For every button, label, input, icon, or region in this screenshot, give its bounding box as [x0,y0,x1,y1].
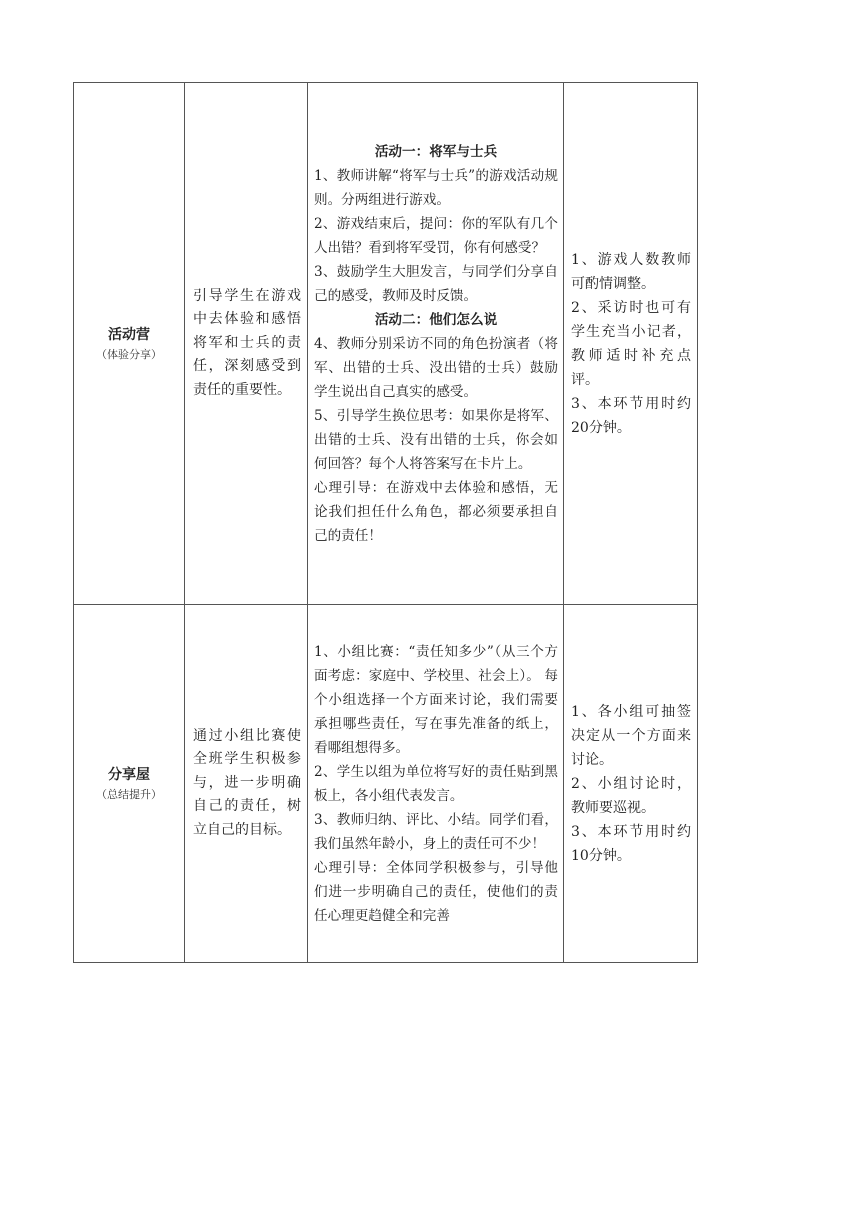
content-item: 3、鼓励学生大胆发言，与同学们分享自己的感受，教师及时反馈。 [314,263,558,304]
note-item: 3、本环节用时约20分钟。 [571,395,691,436]
content-item: 1、教师讲解“将军与士兵”的游戏活动规则。分两组进行游戏。 [314,167,558,208]
note-item: 1、游戏人数教师可酌情调整。 [571,251,691,292]
content-item: 3、教师归纳、评比、小结。同学们看，我们虽然年龄小，身上的责任可不少！ [314,811,558,852]
content-item: 2、学生以组为单位将写好的责任贴到黑板上，各小组代表发言。 [314,763,558,804]
content-item: 2、游戏结束后，提问：你的军队有几个人出错？看到将军受罚，你有何感受？ [314,215,558,256]
lesson-plan-table [73,82,698,963]
content-item: 心理引导：在游戏中去体验和感悟，无论我们担任什么角色，都必须要承担自己的责任！ [314,479,558,544]
activity-heading: 活动二：他们怎么说 [374,311,498,328]
stage-name: 分享屋 [108,766,150,783]
note-item: 3、本环节用时约10分钟。 [571,823,691,864]
content-cell [308,83,564,605]
goal-cell: 通过小组比赛使全班学生积极参与，进一步明确自己的责任，树立自己的目标。 [185,605,308,963]
content-item: 1、小组比赛：“责任知多少”（从三个方面考虑：家庭中、学校里、社会上）。 每个小组选择一个方面来讨论，我们需要承担哪些责任，写在事先准备的纸上，看哪组想得多。 [314,643,558,756]
goal-cell: 引导学生在游戏中去体验和感悟将军和士兵的责任，深刻感受到责任的重要性。 [185,83,308,605]
notes-cell [564,83,698,605]
table-row [74,605,698,963]
stage-cell [74,605,185,963]
content-cell [308,605,564,963]
content-item: 5、引导学生换位思考：如果你是将军、出错的士兵、没有出错的士兵，你会如何回答？每个人将答案写在卡片上。 [314,407,558,472]
stage-cell [74,83,185,605]
content-item: 4、教师分别采访不同的角色扮演者（将军、出错的士兵、没出错的士兵）鼓励学生说出自己真实的感受。 [314,335,558,400]
note-item: 1、各小组可抽签决定从一个方面来讨论。 [571,703,691,768]
stage-subtitle: （总结提升） [96,787,162,801]
stage-name: 活动营 [108,326,150,343]
content-item: 心理引导：全体同学积极参与，引导他们进一步明确自己的责任，使他们的责任心理更趋健全和完善 [314,859,558,924]
note-item: 2、采访时也可有学生充当小记者，教师适时补充点评。 [571,299,691,388]
stage-subtitle: （体验分享） [96,347,162,361]
activity-heading: 活动一：将军与士兵 [374,143,498,160]
notes-cell [564,605,698,963]
table-row [74,83,698,605]
note-item: 2、小组讨论时，教师要巡视。 [571,775,691,816]
